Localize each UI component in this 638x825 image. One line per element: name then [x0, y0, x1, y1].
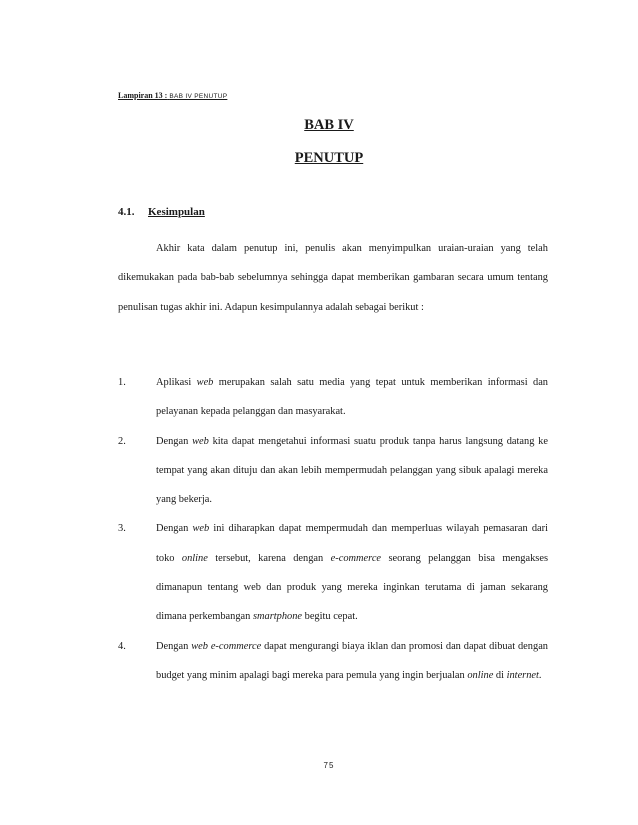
list-item	[118, 368, 548, 427]
list-item-text: ini diharapkan dapat mempermudah dan memperluas wilayah pemasaran dari toko	[156, 523, 548, 564]
italic-term: online	[181, 552, 208, 564]
italic-term: web	[192, 435, 209, 447]
section-number: 4.1.	[118, 206, 135, 218]
list-item-text: di	[493, 669, 507, 681]
chapter-title: PENUTUP	[294, 150, 364, 166]
appendix-number: Lampiran 13 :	[118, 91, 168, 100]
list-item-number: 2.	[118, 435, 126, 447]
intro-paragraph: Akhir kata dalam penutup ini, penulis akan menyimpulkan uraian-uraian yang telah dikemukakan pada bab-bab sebelumnya sehingga dapat memberikan gambaran secara umum tentang penulisan tugas akhir ini. Adapun kesimpulannya adalah sebagai berikut :	[118, 243, 548, 313]
list-item-text: Aplikasi	[156, 377, 197, 388]
list-item-text: kita dapat mengetahui informasi suatu produk tanpa harus langsung datang ke tempat yang akan dituju dan akan lebih mempermudah pelanggan yang sibuk apalagi mereka yang bekerja.	[156, 435, 548, 506]
appendix-title: BAB IV PENUTUP	[169, 93, 228, 100]
list-item-number: 1.	[118, 377, 126, 388]
page-number: 75	[323, 761, 335, 770]
list-item-text: .	[538, 669, 542, 681]
list-item-text: Dengan	[156, 435, 193, 447]
italic-term: online	[467, 669, 494, 681]
section-heading	[118, 206, 205, 218]
section-title: Kesimpulan	[148, 206, 205, 218]
italic-term: web	[192, 523, 210, 535]
list-item-text: tersebut, karena dengan	[207, 552, 331, 564]
list-item-text: Dengan	[156, 640, 192, 652]
italic-term: web	[196, 377, 214, 388]
italic-term: web e-commerce	[191, 640, 262, 652]
chapter-number: BAB IV	[304, 117, 354, 133]
conclusion-list	[118, 368, 548, 690]
list-item-text: seorang pelanggan bisa mengakses dimanapun tentang web dan produk yang mereka inginkan terutama di jaman sekarang dimana perkembangan	[156, 552, 548, 623]
list-item-text: Dengan	[156, 523, 193, 535]
list-item-number: 4.	[118, 640, 126, 652]
list-item-text: begitu cepat.	[302, 611, 358, 623]
list-item	[118, 427, 548, 515]
list-item-text: dapat mengurangi biaya iklan dan promosi dan dapat dibuat dengan budget yang minim apalagi bagi mereka para pemula yang ingin berjualan	[156, 640, 548, 681]
list-item	[118, 514, 548, 631]
list-item-text: merupakan salah satu media yang tepat untuk memberikan informasi dan pelayanan kepada pelanggan dan masyarakat.	[156, 377, 548, 418]
list-item-number: 3.	[118, 523, 126, 535]
italic-term: smartphone	[252, 611, 303, 623]
italic-term: e-commerce	[330, 552, 382, 564]
appendix-label	[118, 91, 227, 100]
italic-term: internet	[506, 669, 539, 681]
list-item	[118, 632, 548, 691]
